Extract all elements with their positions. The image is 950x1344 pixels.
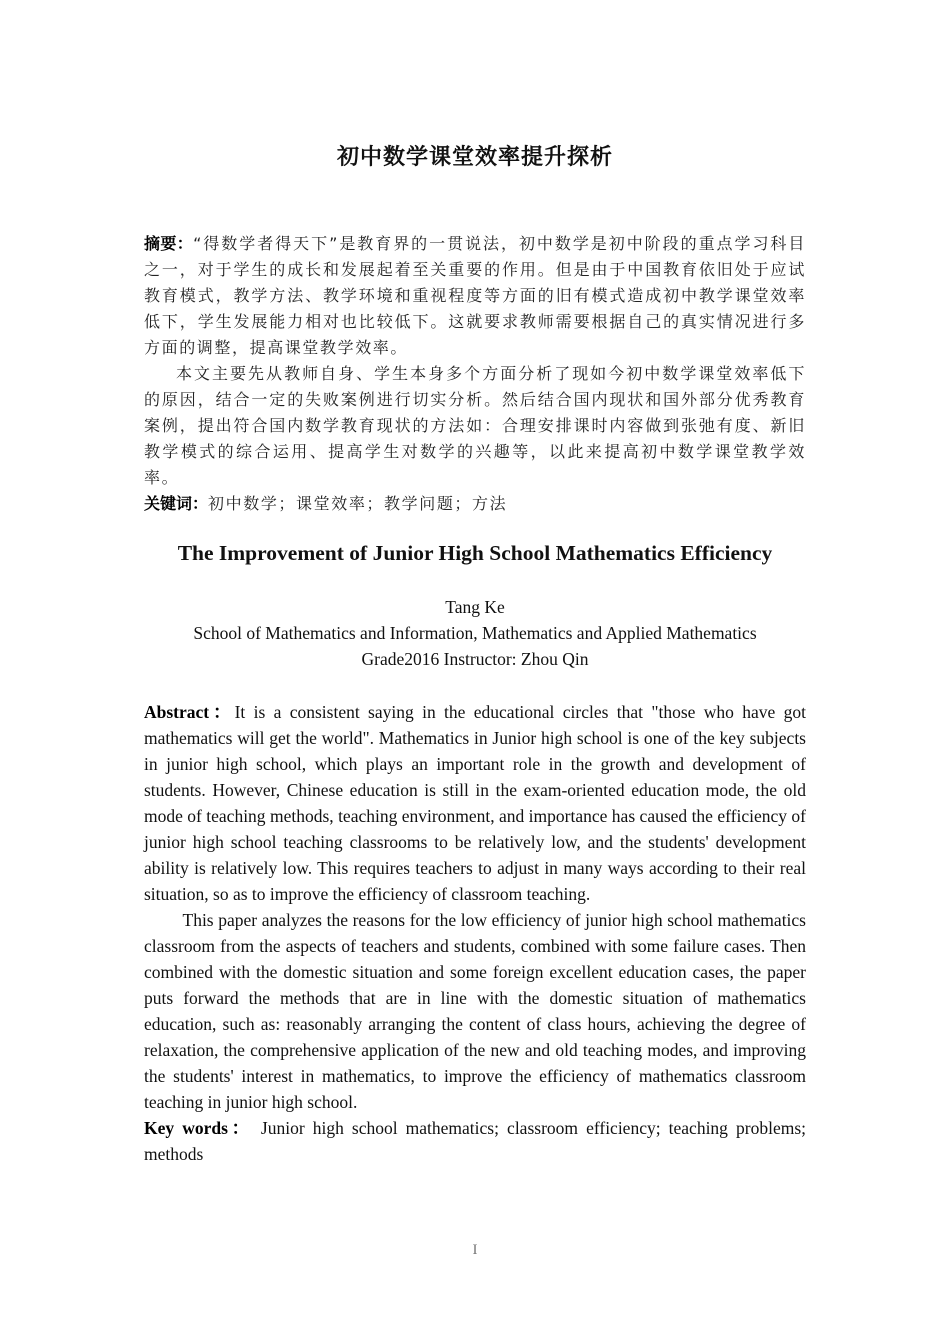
- chinese-abstract: [144, 231, 806, 517]
- chinese-title: 初中数学课堂效率提升探析: [336, 145, 613, 170]
- english-abstract-paragraph-1: [144, 699, 806, 907]
- english-abstract-paragraph-2: This paper analyzes the reasons for the low efficiency of junior high school mathematics classroom from the aspects of teachers and students, combined with some failure cases. Then combined with the domestic situation and some foreign excellent education cases, the paper puts forward the methods that are in line with the domestic situation of mathematics education, such as: reasonably arranging the content of class hours, achieving the degree of relaxation, the comprehensive application of the new and old teaching modes, and improving the students' interest in mathematics, to improve the efficiency of mathematics classroom teaching in junior high school.: [144, 910, 806, 1112]
- english-title: The Improvement of Junior High School Mathematics Efficiency: [177, 541, 773, 565]
- english-abstract: [144, 699, 806, 1167]
- english-abstract-text-1: It is a consistent saying in the educational circles that "those who have got mathematics will get the world". Mathematics in Junior high school is one of the key subjects in junior high school, which plays an important role in the growth and development of students. However, Chinese education is still in the exam-oriented education mode, the old mode of teaching methods, teaching environment, and importance has caused the efficiency of junior high school teaching classrooms to be relatively low, and the students' development ability is relatively low. This requires teachers to adjust in many ways according to their real situation, so as to improve the efficiency of classroom teaching.: [144, 702, 806, 904]
- author-name: Tang Ke: [445, 597, 505, 617]
- page-number: I: [472, 1242, 478, 1258]
- english-keywords-label: Key words：: [144, 1118, 253, 1138]
- english-abstract-label: Abstract：: [144, 702, 235, 722]
- author-school: School of Mathematics and Information, Mathematics and Applied Mathematics: [193, 623, 757, 643]
- author-grade-instructor: Grade2016 Instructor: Zhou Qin: [361, 649, 589, 669]
- chinese-abstract-paragraph-1: [144, 231, 806, 361]
- chinese-keywords-label: 关键词：: [144, 494, 209, 513]
- english-keywords: [144, 1115, 806, 1167]
- chinese-keywords: [144, 491, 806, 517]
- chinese-abstract-paragraph-2: 本文主要先从教师自身、学生本身多个方面分析了现如今初中数学课堂效率低下的原因，结合一定的失败案例进行切实分析。然后结合国内现状和国外部分优秀教育案例，提出符合国内数学教育现状的方法如：合理安排课时内容做到张弛有度、新旧教学模式的综合运用、提高学生对数学的兴趣等，以此来提高初中数学课堂教学效率。: [144, 364, 806, 487]
- english-keywords-text: Junior high school mathematics; classroom efficiency; teaching problems; methods: [144, 1118, 807, 1164]
- author-block: [124, 594, 826, 672]
- chinese-abstract-label: 摘要：: [144, 234, 194, 253]
- chinese-keywords-text: 初中数学；课堂效率；教学问题；方法: [208, 494, 508, 513]
- chinese-abstract-text-1: “得数学者得天下”是教育界的一贯说法，初中数学是初中阶段的重点学习科目之一，对于学生的成长和发展起着至关重要的作用。但是由于中国教育依旧处于应试教育模式，教学方法、教学环境和重视程度等方面的旧有模式造成初中教学课堂效率低下，学生发展能力相对也比较低下。这就要求教师需要根据自己的真实情况进行多方面的调整，提高课堂教学效率。: [144, 234, 806, 357]
